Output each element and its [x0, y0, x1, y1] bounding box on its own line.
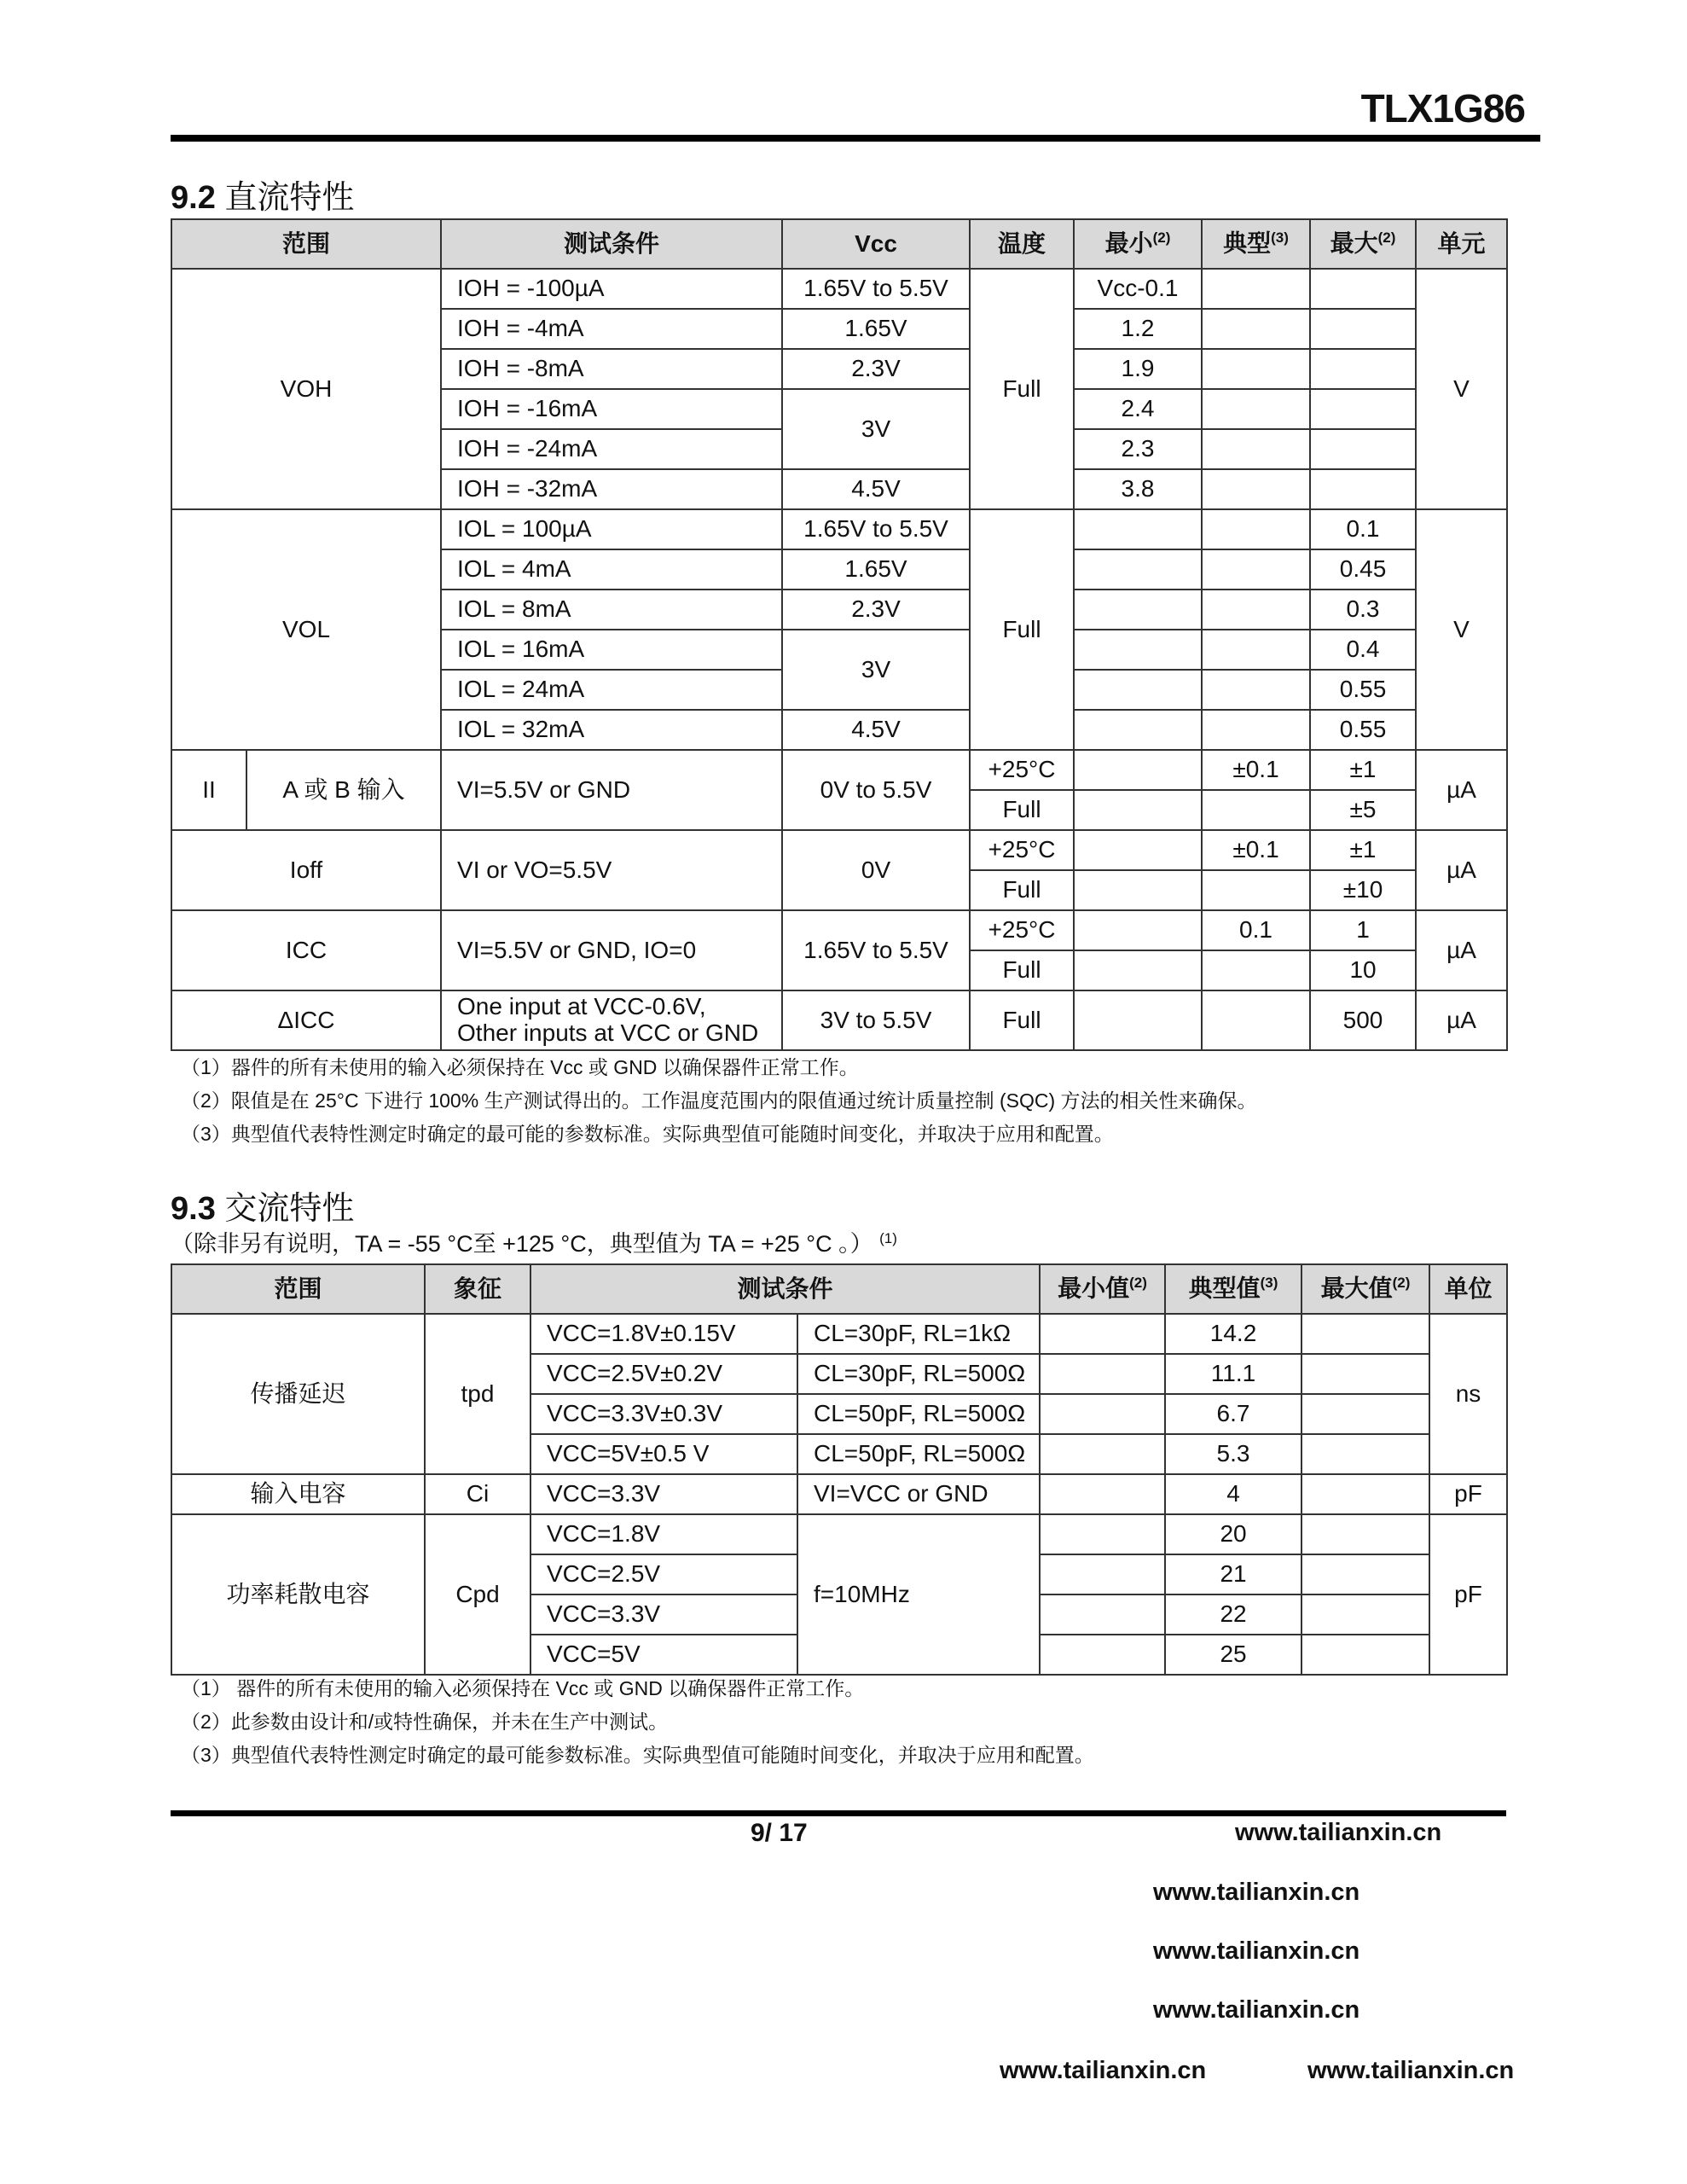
temp-cell: Full — [970, 790, 1074, 830]
temp-cell: +25°C — [970, 910, 1074, 950]
min-cell — [1040, 1434, 1165, 1474]
cond-cell: IOL = 24mA — [441, 670, 782, 710]
min-cell — [1074, 910, 1202, 950]
table-row — [171, 830, 1507, 870]
max-cell — [1310, 309, 1416, 349]
temp-cell: Full — [970, 990, 1074, 1050]
temp-cell: Full — [970, 509, 1074, 750]
min-cell — [1040, 1394, 1165, 1434]
min-cell — [1074, 830, 1202, 870]
watermark: www.tailianxin.cn — [1153, 1937, 1360, 1965]
watermark: www.tailianxin.cn — [1153, 1996, 1360, 2024]
section-number: 9.3 — [171, 1191, 216, 1227]
min-cell — [1040, 1474, 1165, 1514]
max-cell: ±5 — [1310, 790, 1416, 830]
cond-cell: IOH = -24mA — [441, 429, 782, 469]
cond-cell: VI or VO=5.5V — [441, 830, 782, 910]
unit-cell: µA — [1416, 830, 1507, 910]
load-cell: f=10MHz — [797, 1514, 1040, 1675]
min-cell — [1074, 509, 1202, 549]
vcc-cell: 1.65V — [782, 309, 970, 349]
vcc-cell: VCC=1.8V±0.15V — [530, 1314, 797, 1354]
cond-cell: VI=5.5V or GND, IO=0 — [441, 910, 782, 990]
vcc-cell: VCC=3.3V — [530, 1594, 797, 1635]
cond-cell: IOH = -32mA — [441, 469, 782, 509]
max-cell: ±10 — [1310, 870, 1416, 910]
watermark: www.tailianxin.cn — [1000, 2057, 1207, 2084]
table-row — [171, 910, 1507, 950]
typ-cell — [1202, 469, 1310, 509]
vcc-cell: VCC=2.5V±0.2V — [530, 1354, 797, 1394]
col-conditions: 测试条件 — [530, 1264, 1040, 1314]
max-cell — [1301, 1635, 1429, 1675]
cond-cell: One input at VCC-0.6V, Other inputs at VCC or GND — [441, 990, 782, 1050]
typ-cell — [1202, 309, 1310, 349]
cond-cell: IOH = -4mA — [441, 309, 782, 349]
min-cell: 1.9 — [1074, 349, 1202, 389]
vcc-cell: 1.65V to 5.5V — [782, 269, 970, 309]
section-number: 9.2 — [171, 180, 216, 216]
typ-cell: 21 — [1165, 1554, 1301, 1594]
typ-cell — [1202, 269, 1310, 309]
typ-cell: 6.7 — [1165, 1394, 1301, 1434]
dc-notes — [181, 1051, 1257, 1151]
max-cell: 0.55 — [1310, 710, 1416, 750]
param-tpd: 传播延迟 — [171, 1314, 425, 1474]
max-cell — [1310, 349, 1416, 389]
temp-cell: Full — [970, 870, 1074, 910]
vcc-cell: 1.65V to 5.5V — [782, 509, 970, 549]
typ-cell — [1202, 549, 1310, 590]
param-cpd: 功率耗散电容 — [171, 1514, 425, 1675]
temp-cell: Full — [970, 950, 1074, 990]
load-cell: VI=VCC or GND — [797, 1474, 1040, 1514]
cond-cell: IOL = 100µA — [441, 509, 782, 549]
vcc-cell: 4.5V — [782, 710, 970, 750]
max-cell: 0.4 — [1310, 630, 1416, 670]
note: （2）此参数由设计和/或特性确保，并未在生产中测试。 — [181, 1711, 669, 1733]
min-cell: Vcc-0.1 — [1074, 269, 1202, 309]
typ-cell: 20 — [1165, 1514, 1301, 1554]
param-vol: VOL — [171, 509, 441, 750]
min-cell — [1040, 1554, 1165, 1594]
min-cell: 2.4 — [1074, 389, 1202, 429]
typ-cell — [1202, 950, 1310, 990]
table-row — [171, 509, 1507, 549]
min-cell — [1040, 1314, 1165, 1354]
section-name: 交流特性 — [224, 1191, 355, 1227]
vcc-cell: 0V — [782, 830, 970, 910]
unit-cell: V — [1416, 509, 1507, 750]
watermark: www.tailianxin.cn — [1153, 1879, 1360, 1906]
table-row — [171, 1314, 1507, 1354]
min-cell — [1074, 790, 1202, 830]
cond-cell: IOH = -100µA — [441, 269, 782, 309]
ac-characteristics-table — [171, 1263, 1508, 1676]
max-cell: 0.3 — [1310, 590, 1416, 630]
header-rule — [171, 135, 1540, 142]
unit-cell: pF — [1429, 1474, 1507, 1514]
max-cell: 0.1 — [1310, 509, 1416, 549]
col-range: 范围 — [171, 1264, 425, 1314]
temp-cell: Full — [970, 269, 1074, 509]
cond-cell: IOL = 8mA — [441, 590, 782, 630]
vcc-cell: VCC=2.5V — [530, 1554, 797, 1594]
max-cell — [1301, 1514, 1429, 1554]
table-header-row — [171, 1264, 1507, 1314]
min-cell — [1040, 1635, 1165, 1675]
typ-cell — [1202, 429, 1310, 469]
footer-rule — [171, 1810, 1506, 1816]
col-unit: 单位 — [1429, 1264, 1507, 1314]
vcc-cell: 2.3V — [782, 590, 970, 630]
vcc-cell: 3V to 5.5V — [782, 990, 970, 1050]
col-typ: 典型值$^{(3)}$ — [1165, 1264, 1301, 1314]
typ-cell: 11.1 — [1165, 1354, 1301, 1394]
typ-cell — [1202, 870, 1310, 910]
max-cell — [1310, 269, 1416, 309]
typ-cell: ±0.1 — [1202, 750, 1310, 790]
unit-cell: ns — [1429, 1314, 1507, 1474]
max-cell — [1301, 1434, 1429, 1474]
vcc-cell: VCC=5V — [530, 1635, 797, 1675]
max-cell — [1301, 1314, 1429, 1354]
typ-cell — [1202, 389, 1310, 429]
min-cell — [1074, 990, 1202, 1050]
min-cell: 1.2 — [1074, 309, 1202, 349]
col-range: 范围 — [171, 219, 441, 269]
unit-cell: µA — [1416, 990, 1507, 1050]
col-symbol: 象征 — [425, 1264, 530, 1314]
vcc-cell: VCC=3.3V — [530, 1474, 797, 1514]
max-cell: ±1 — [1310, 750, 1416, 790]
typ-cell: 22 — [1165, 1594, 1301, 1635]
unit-cell: µA — [1416, 910, 1507, 990]
note: （1）器件的所有未使用的输入必须保持在 Vcc 或 GND 以确保器件正常工作。 — [181, 1056, 859, 1078]
max-cell: 500 — [1310, 990, 1416, 1050]
vcc-cell: VCC=5V±0.5 V — [530, 1434, 797, 1474]
param-ci: 输入电容 — [171, 1474, 425, 1514]
min-cell — [1040, 1514, 1165, 1554]
param-voh: VOH — [171, 269, 441, 509]
vcc-cell: 4.5V — [782, 469, 970, 509]
max-cell — [1301, 1554, 1429, 1594]
min-cell — [1074, 950, 1202, 990]
note: （3）典型值代表特性测定时确定的最可能的参数标准。实际典型值可能随时间变化，并取决于应用和配置。 — [181, 1123, 1114, 1145]
col-temp: 温度 — [970, 219, 1074, 269]
vcc-cell: VCC=3.3V±0.3V — [530, 1394, 797, 1434]
typ-cell — [1202, 710, 1310, 750]
param-ioff: Ioff — [171, 830, 441, 910]
cond-cell: IOL = 32mA — [441, 710, 782, 750]
col-max: 最大$^{(2)}$ — [1310, 219, 1416, 269]
typ-cell: 0.1 — [1202, 910, 1310, 950]
table-row — [171, 269, 1507, 309]
symbol-cell: tpd — [425, 1314, 530, 1474]
typ-cell: 14.2 — [1165, 1314, 1301, 1354]
typ-cell — [1202, 670, 1310, 710]
vcc-cell: VCC=1.8V — [530, 1514, 797, 1554]
typ-cell — [1202, 590, 1310, 630]
part-number: TLX1G86 — [1360, 86, 1525, 131]
note: （3）典型值代表特性测定时确定的最可能参数标准。实际典型值可能随时间变化，并取决于应用和配置。 — [181, 1744, 1094, 1766]
cond-cell: IOH = -16mA — [441, 389, 782, 429]
max-cell — [1310, 429, 1416, 469]
min-cell — [1074, 549, 1202, 590]
typ-cell — [1202, 790, 1310, 830]
cond-cell: IOH = -8mA — [441, 349, 782, 389]
min-cell: 2.3 — [1074, 429, 1202, 469]
footer-website[interactable]: www.tailianxin.cn — [1235, 1819, 1442, 1846]
symbol-cell: Ci — [425, 1474, 530, 1514]
note: （2）限值是在 25°C 下进行 100% 生产测试得出的。工作温度范围内的限值通过统计质量控制 (SQC) 方法的相关性来确保。 — [181, 1089, 1257, 1112]
param-ii: II — [171, 750, 246, 830]
typ-cell — [1202, 630, 1310, 670]
typ-cell: 4 — [1165, 1474, 1301, 1514]
typ-cell: 5.3 — [1165, 1434, 1301, 1474]
unit-cell: pF — [1429, 1514, 1507, 1675]
max-cell — [1301, 1594, 1429, 1635]
load-cell: CL=50pF, RL=500Ω — [797, 1394, 1040, 1434]
symbol-cell: Cpd — [425, 1514, 530, 1675]
max-cell: 10 — [1310, 950, 1416, 990]
max-cell: 1 — [1310, 910, 1416, 950]
vcc-cell: 3V — [782, 630, 970, 710]
col-unit: 单元 — [1416, 219, 1507, 269]
vcc-cell: 1.65V — [782, 549, 970, 590]
section-title-ac — [171, 1182, 354, 1228]
note: （1） 器件的所有未使用的输入必须保持在 Vcc 或 GND 以确保器件正常工作。 — [181, 1677, 865, 1699]
page-number: 9/ 17 — [751, 1819, 808, 1847]
col-min: 最小值$^{(2)}$ — [1040, 1264, 1165, 1314]
cond-cell: VI=5.5V or GND — [441, 750, 782, 830]
temp-cell: +25°C — [970, 830, 1074, 870]
param-ii-sub: A 或 B 输入 — [246, 750, 441, 830]
col-conditions: 测试条件 — [441, 219, 782, 269]
max-cell — [1301, 1394, 1429, 1434]
ac-notes — [181, 1672, 1094, 1772]
typ-cell: ±0.1 — [1202, 830, 1310, 870]
temp-cell: +25°C — [970, 750, 1074, 790]
table-header-row — [171, 219, 1507, 269]
table-row — [171, 990, 1507, 1050]
min-cell — [1074, 670, 1202, 710]
vcc-cell: 3V — [782, 389, 970, 469]
max-cell: 0.45 — [1310, 549, 1416, 590]
max-cell: 0.55 — [1310, 670, 1416, 710]
min-cell — [1074, 710, 1202, 750]
param-dicc: ΔICC — [171, 990, 441, 1050]
max-cell — [1310, 469, 1416, 509]
dc-characteristics-table — [171, 218, 1508, 1051]
vcc-cell: 2.3V — [782, 349, 970, 389]
table-row — [171, 1514, 1507, 1554]
typ-cell — [1202, 349, 1310, 389]
min-cell — [1074, 750, 1202, 790]
load-cell: CL=30pF, RL=500Ω — [797, 1354, 1040, 1394]
section-name: 直流特性 — [224, 180, 355, 216]
param-icc: ICC — [171, 910, 441, 990]
load-cell: CL=50pF, RL=500Ω — [797, 1434, 1040, 1474]
max-cell — [1310, 389, 1416, 429]
vcc-cell: 1.65V to 5.5V — [782, 910, 970, 990]
min-cell — [1074, 870, 1202, 910]
typ-cell — [1202, 990, 1310, 1050]
typ-cell: 25 — [1165, 1635, 1301, 1675]
min-cell — [1040, 1594, 1165, 1635]
min-cell — [1074, 630, 1202, 670]
cond-cell: IOL = 16mA — [441, 630, 782, 670]
section-title-dc — [171, 171, 354, 218]
col-min: 最小$^{(2)}$ — [1074, 219, 1202, 269]
unit-cell: µA — [1416, 750, 1507, 830]
cond-cell: IOL = 4mA — [441, 549, 782, 590]
col-vcc: Vcc — [782, 219, 970, 269]
max-cell — [1301, 1354, 1429, 1394]
typ-cell — [1202, 509, 1310, 549]
min-cell — [1074, 590, 1202, 630]
min-cell — [1040, 1354, 1165, 1394]
max-cell: ±1 — [1310, 830, 1416, 870]
max-cell — [1301, 1474, 1429, 1514]
watermark: www.tailianxin.cn — [1307, 2057, 1515, 2084]
table-row — [171, 750, 1507, 790]
col-typ: 典型$^{(3)}$ — [1202, 219, 1310, 269]
unit-cell: V — [1416, 269, 1507, 509]
vcc-cell: 0V to 5.5V — [782, 750, 970, 830]
ac-subtitle: （除非另有说明，TA = -55 °C至 +125 °C，典型值为 TA = +25 °C 。） $^{(1)}$ — [171, 1230, 897, 1257]
table-row — [171, 1474, 1507, 1514]
load-cell: CL=30pF, RL=1kΩ — [797, 1314, 1040, 1354]
min-cell: 3.8 — [1074, 469, 1202, 509]
col-max: 最大值$^{(2)}$ — [1301, 1264, 1429, 1314]
